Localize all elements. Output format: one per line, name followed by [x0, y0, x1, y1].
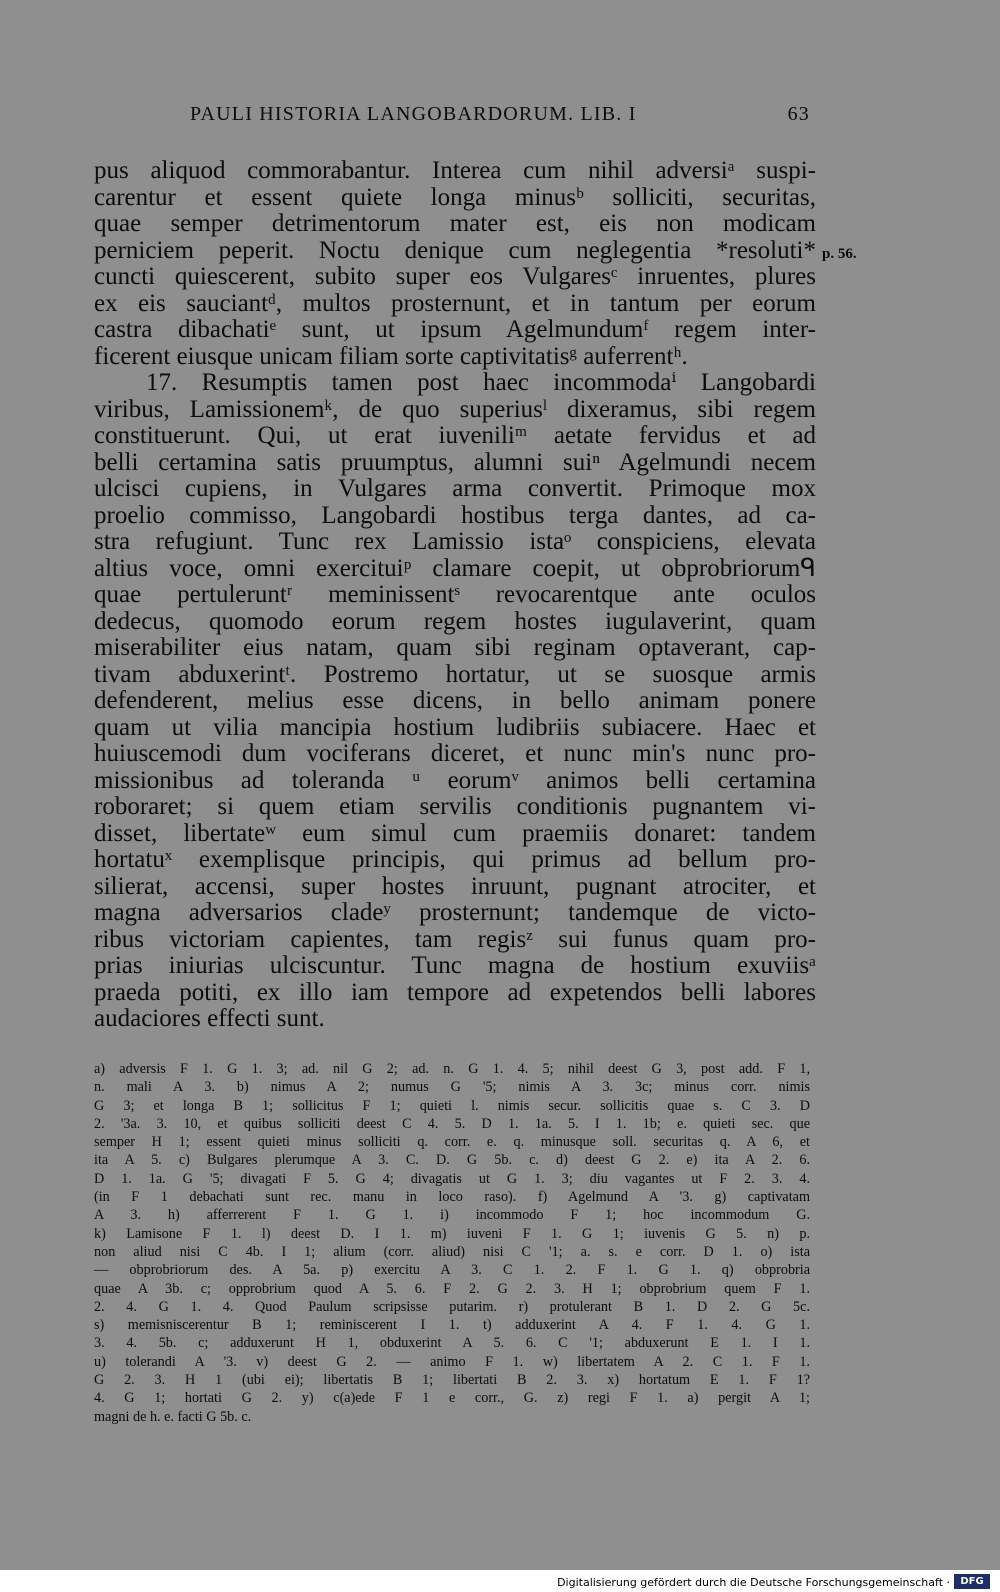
text-line: magna adversarios cladeʸ prosternunt; tandemque de victo-: [94, 899, 816, 926]
footnote-line: (in F 1 debachati sunt rec. manu in loco raso). f) Agelmund A '3. g) captivatam: [94, 1189, 810, 1206]
text-line: castra dibachatiᵉ sunt, ut ipsum Agelmundumᶠ regem inter-: [94, 316, 816, 343]
footnote-line: magni de h. e. facti G 5b. c.: [94, 1408, 252, 1425]
text-line: viribus, Lamissionemᵏ, de quo superiusˡ dixeramus, sibi regem: [94, 395, 816, 423]
running-head: [94, 103, 810, 133]
funding-credit: Digitalisierung gefördert durch die Deutsche Forschungsgemeinschaft ·: [557, 1576, 950, 1589]
text-line: ulcisci cupiens, in Vulgares arma convertit. Primoque mox: [94, 475, 816, 502]
footnote-line: G 3; et longa B 1; sollicitus F 1; quieti l. nimis secur. sollicitis quae s. C 3. D: [94, 1097, 810, 1114]
text-line: carentur et essent quiete longa minusᵇ solliciti, securitas,: [94, 183, 816, 211]
dfg-logo-icon: DFG: [954, 1574, 990, 1589]
text-line: defenderent, melius esse dicens, in bello animam ponere: [94, 687, 816, 714]
text-line: quae pertuleruntʳ meminissentˢ revocarentque ante oculos: [94, 581, 816, 608]
text-line: silierat, accensi, super hostes inruunt, pugnant atrociter, et: [94, 872, 816, 900]
page-number: 63: [787, 103, 810, 125]
footnote-line: a) adversis F 1. G 1. 3; ad. nil G 2; ad. n. G 1. 4. 5; nihil deest G 3, post add. F 1,: [94, 1061, 810, 1077]
critical-apparatus: [94, 1060, 810, 1426]
text-line: dedecus, quomodo eorum regem hostes iugulaverint, quam: [94, 607, 816, 635]
text-line: roboraret; si quem etiam servilis conditionis pugnantem vi-: [94, 793, 816, 820]
text-line: belli certamina satis pruumptus, alumni suiⁿ Agelmundi necem: [94, 448, 816, 476]
text-line: ficerent eiusque unicam filiam sorte captivitatisᵍ auferrentʰ.: [94, 342, 688, 370]
text-line: cuncti quiescerent, subito super eos Vulgaresᶜ inruentes, plures: [94, 263, 816, 290]
text-line: ex eis sauciantᵈ, multos prosternunt, et in tantum per eorum: [94, 289, 816, 317]
footnote-line: G 2. 3. H 1 (ubi ei); libertatis B 1; libertati B 2. 3. x) hortatum E 1. F 1?: [94, 1372, 810, 1389]
text-line: huiuscemodi dum vociferans diceret, et nunc min's nunc pro-: [94, 740, 816, 767]
text-line: proelio commisso, Langobardi hostibus terga dantes, ad ca-: [94, 501, 816, 529]
running-title: PAULI HISTORIA LANGOBARDORUM. LIB. I: [190, 103, 637, 125]
footnote-line: D 1. 1a. G '5; divagati F 5. G 4; divagatis ut G 1. 3; diu vagantes ut F 2. 3. 4.: [94, 1170, 810, 1187]
footnote-line: A 3. h) afferrerent F 1. G 1. i) incommodo F 1; hoc incommodum G.: [94, 1207, 810, 1224]
text-line: quae semper detrimentorum mater est, eis non modicam: [94, 210, 816, 237]
text-line: constituerunt. Qui, ut erat iuveniliᵐ aetate fervidus et ad: [94, 422, 816, 449]
footnote-line: 3. 4. 5b. c; adduxerunt H 1, obduxerint A 5. 6. C '1; abduxerunt E 1. I 1.: [94, 1335, 810, 1352]
text-line: audaciores effecti sunt.: [94, 1005, 325, 1032]
margin-page-reference: p. 56.: [822, 246, 857, 262]
text-line: altius voce, omni exercituiᵖ clamare coepit, ut obprobriorumᑫ: [94, 554, 816, 582]
footnote-line: quae A 3b. c; opprobrium quod A 5. 6. F 2. G 2. 3. H 1; obprobrium quem F 1.: [94, 1280, 810, 1297]
text-line: perniciem peperit. Noctu denique cum neglegentia *resoluti*: [94, 236, 816, 264]
footnote-line: k) Lamisone F 1. l) deest D. I 1. m) iuveni F 1. G 1; iuvenis G 5. n) p.: [94, 1225, 810, 1242]
text-line: tivam abduxerintᵗ. Postremo hortatur, ut se suosque armis: [94, 660, 816, 688]
text-line: stra refugiunt. Tunc rex Lamissio istaᵒ conspiciens, elevata: [94, 528, 816, 555]
text-line: pus aliquod commorabantur. Interea cum nihil adversiᵃ suspi-: [94, 157, 816, 184]
text-line: 17. Resumptis tamen post haec incommodaⁱ Langobardi: [146, 369, 816, 396]
footer-bar: [0, 1570, 1000, 1592]
main-text: [94, 158, 816, 1033]
footnote-line: 4. G 1; hortati G 2. y) c(a)ede F 1 e corr., G. z) regi F 1. a) pergit A 1;: [94, 1390, 810, 1407]
footnote-line: non aliud nisi C 4b. I 1; alium (corr. aliud) nisi C '1; a. s. e corr. D 1. o) ista: [94, 1243, 810, 1260]
text-line: disset, libertateʷ eum simul cum praemiis donaret: tandem: [94, 819, 816, 847]
footnote-line: n. mali A 3. b) nimus A 2; numus G '5; nimis A 3. 3c; minus corr. nimis: [94, 1079, 810, 1096]
footnote-line: 2. 4. G 1. 4. Quod Paulum scripsisse putarim. r) protulerant B 1. D 2. G 5c.: [94, 1298, 810, 1315]
footnote-line: 2. '3a. 3. 10, et quibus solliciti deest C 4. 5. D 1. 1a. 5. I 1. 1b; e. quieti sec. que: [94, 1115, 810, 1132]
text-line: hortatuˣ exemplisque principis, qui primus ad bellum pro-: [94, 846, 816, 873]
text-line: ribus victoriam capientes, tam regisᶻ sui funus quam pro-: [94, 925, 816, 953]
text-line: prias iniurias ulciscuntur. Tunc magna de hostium exuviisᵃ: [94, 952, 816, 979]
text-line: praeda potiti, ex illo iam tempore ad expetendos belli labores: [94, 978, 816, 1006]
footnote-line: ita A 5. c) Bulgares plerumque A 3. C. D. G 5b. c. d) deest G 2. e) ita A 2. 6.: [94, 1152, 810, 1169]
footnote-line: u) tolerandi A '3. v) deest G 2. — animo F 1. w) libertatem A 2. C 1. F 1.: [94, 1353, 810, 1370]
text-line: quam ut vilia mancipia hostium ludibriis subiacere. Haec et: [94, 713, 816, 741]
footnote-line: semper H 1; essent quieti minus solliciti q. corr. e. q. minusque soll. securitas q. A 6, et: [94, 1134, 810, 1151]
footnote-line: s) memisniscerentur B 1; reminiscerent I 1. t) adduxerint A 4. F 1. 4. G 1.: [94, 1317, 810, 1334]
text-line: miserabiliter eius natam, quam sibi reginam optaverant, cap-: [94, 634, 816, 661]
text-line: missionibus ad toleranda ᵘ eorumᵛ animos belli certamina: [94, 766, 816, 794]
footnote-line: — obprobriorum des. A 5a. p) exercitu A 3. C 1. 2. F 1. G 1. q) obprobria: [94, 1262, 810, 1279]
